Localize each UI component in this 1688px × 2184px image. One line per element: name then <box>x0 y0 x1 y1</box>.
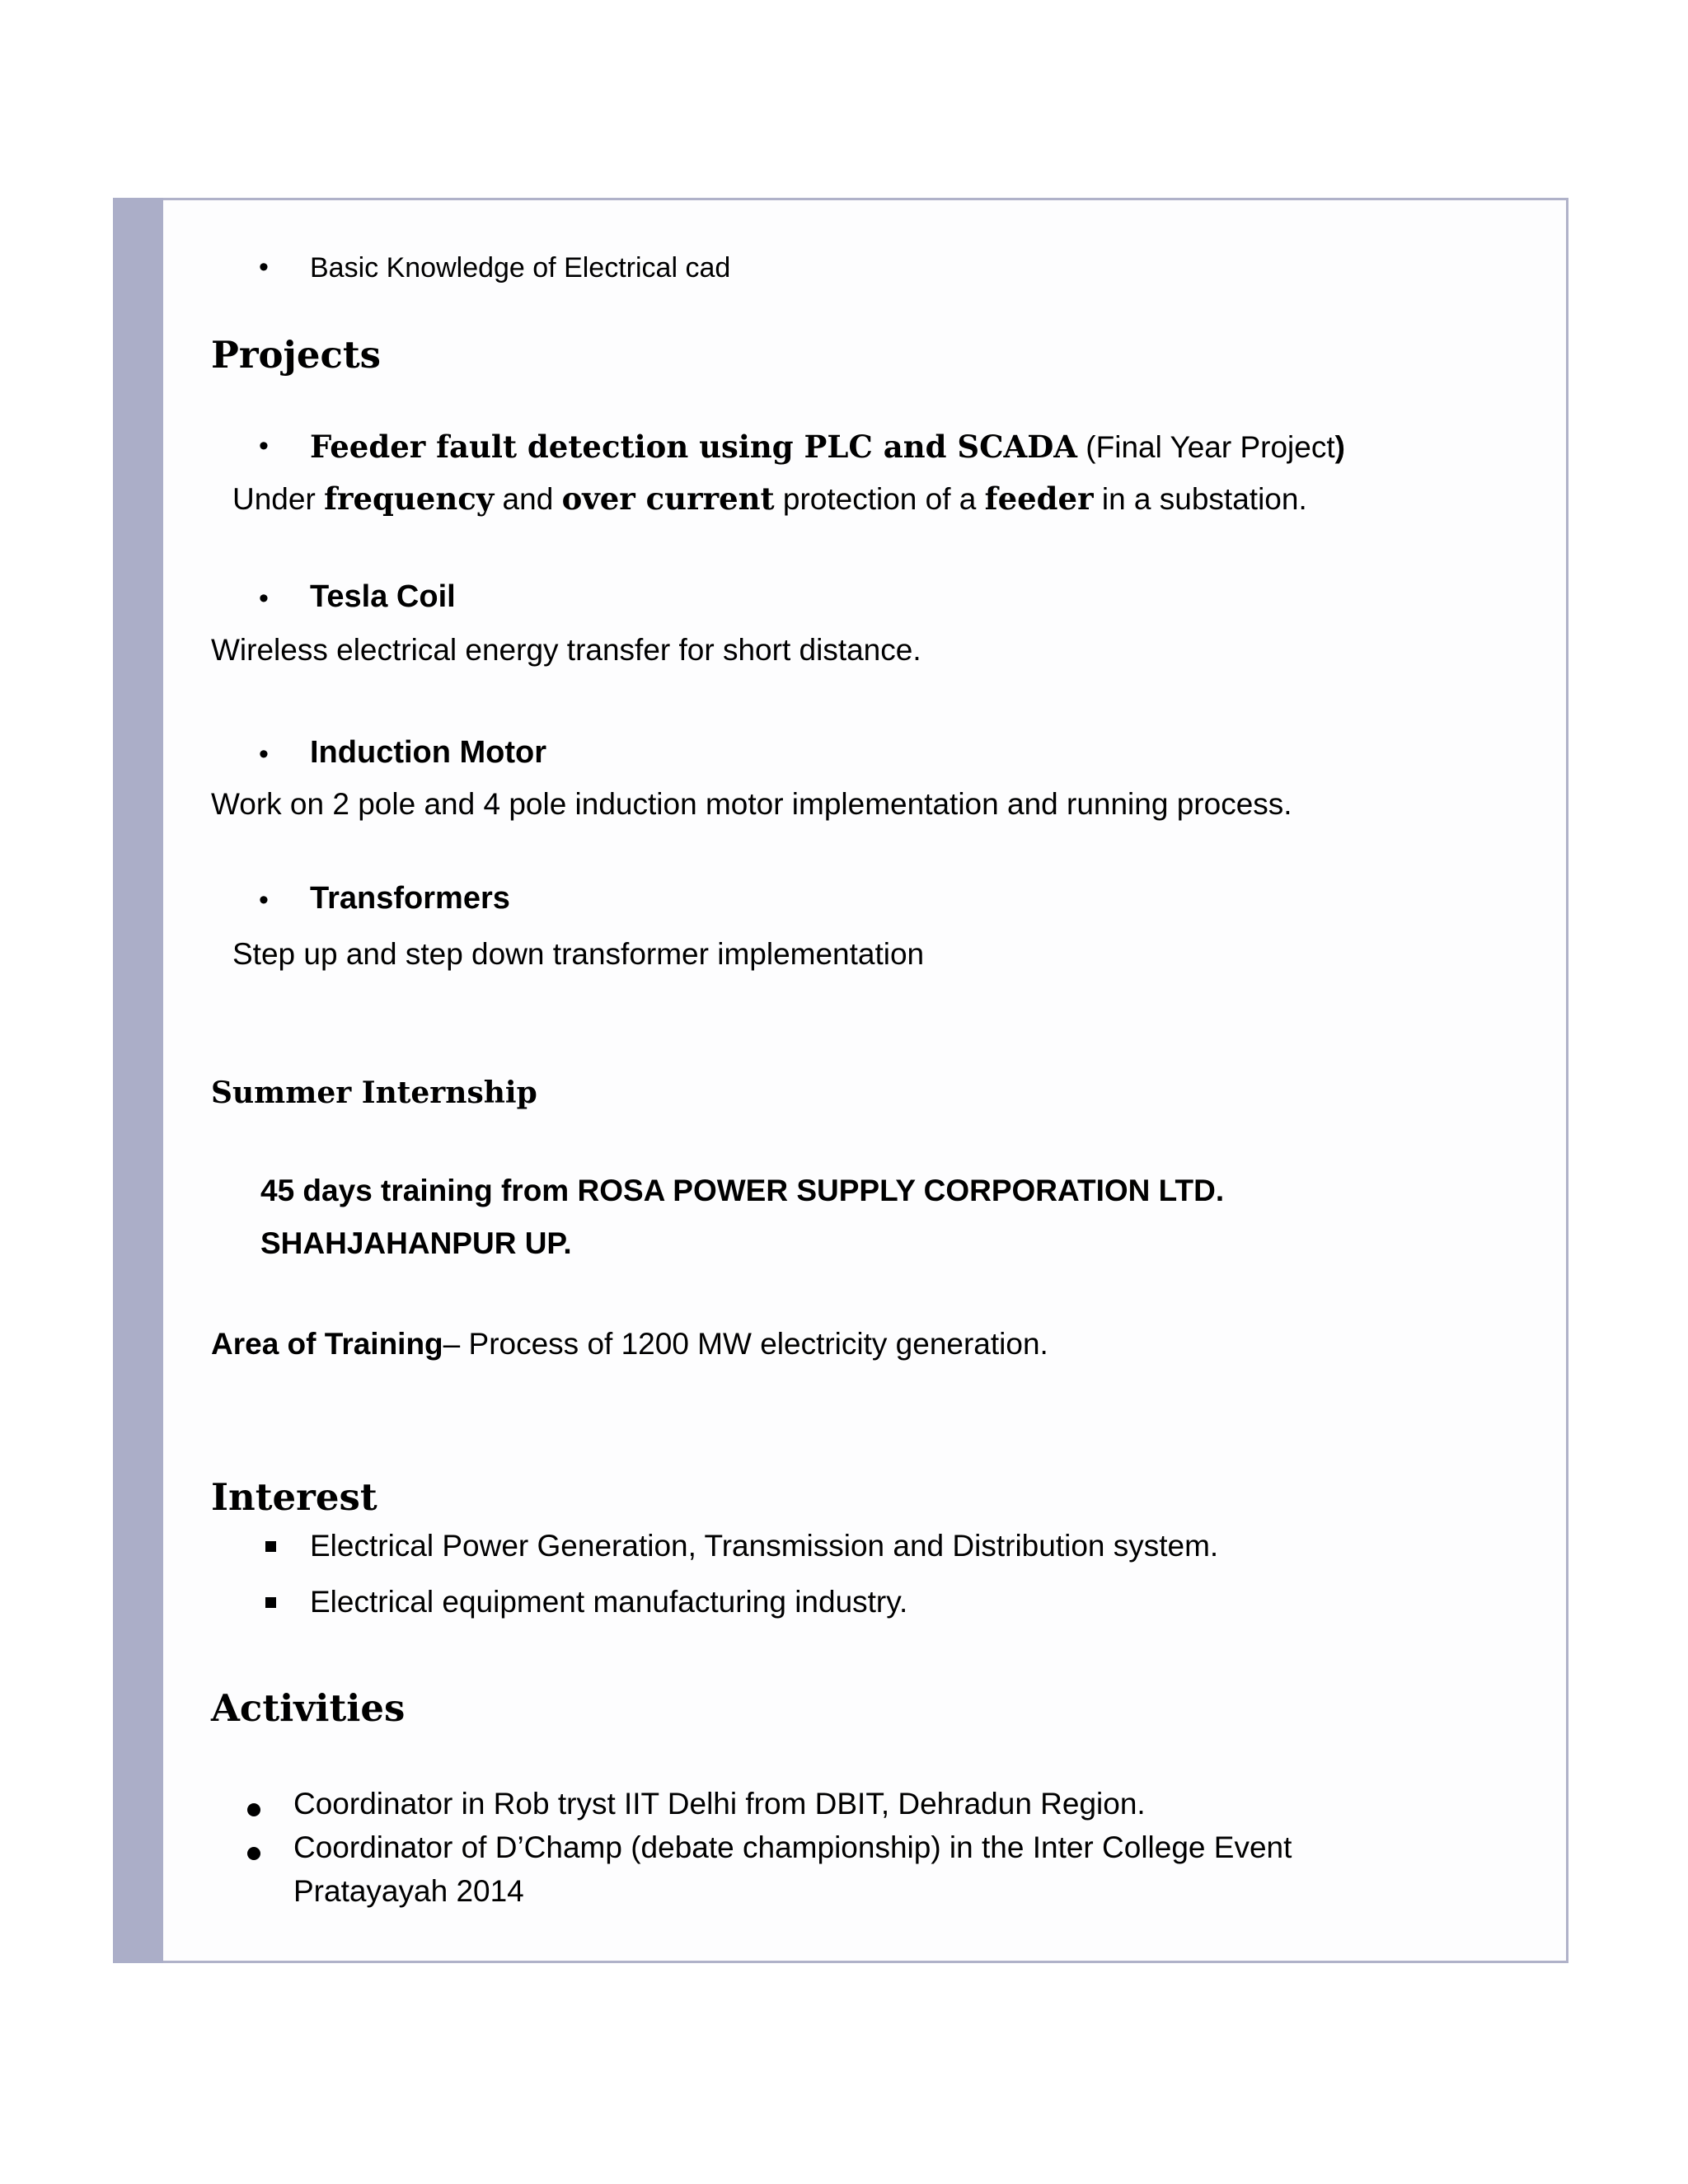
project-feeder-close: ) <box>1334 430 1345 464</box>
bullet-icon: • <box>259 738 269 770</box>
activity-item: Coordinator of D’Champ (debate championship) in the Inter College Event <box>293 1830 1292 1864</box>
bullet-icon: • <box>259 884 269 916</box>
interest-heading: Interest <box>211 1475 377 1519</box>
square-bullet-icon <box>265 1597 276 1608</box>
bullet-icon: • <box>259 430 269 462</box>
project-motor-description: Work on 2 pole and 4 pole induction motor implementation and running process. <box>211 787 1292 821</box>
skill-item: Basic Knowledge of Electrical cad <box>310 252 731 284</box>
decorative-side-bar <box>113 198 163 1963</box>
desc-text: and <box>494 482 562 516</box>
internship-heading: Summer Internship <box>211 1076 537 1110</box>
project-feeder-title: Feeder fault detection using PLC and SCADA <box>310 429 1078 465</box>
project-transformers-description: Step up and step down transformer implementation <box>232 937 925 971</box>
bullet-icon: • <box>259 251 269 283</box>
project-tesla-title: Tesla Coil <box>310 579 456 614</box>
desc-text: protection of a <box>774 482 985 516</box>
projects-heading: Projects <box>211 333 381 377</box>
project-feeder-title-line <box>310 429 1345 465</box>
bullet-dot-icon <box>247 1847 260 1860</box>
bullet-icon: • <box>259 583 269 614</box>
project-feeder-description <box>232 480 1307 517</box>
project-tesla-description: Wireless electrical energy transfer for short distance. <box>211 633 921 667</box>
project-motor-title: Induction Motor <box>310 735 547 770</box>
interest-item: Electrical equipment manufacturing industry. <box>310 1585 908 1619</box>
interest-item: Electrical Power Generation, Transmission and Distribution system. <box>310 1529 1219 1563</box>
activity-item-continuation: Pratayayah 2014 <box>293 1874 524 1908</box>
area-of-training-label: Area of Training <box>211 1327 443 1361</box>
activity-item: Coordinator in Rob tryst IIT Delhi from DBIT, Dehradun Region. <box>293 1787 1146 1821</box>
internship-line-1: 45 days training from ROSA POWER SUPPLY CORPORATION LTD. <box>260 1174 1225 1207</box>
project-feeder-suffix: (Final Year Project <box>1077 430 1335 464</box>
square-bullet-icon <box>265 1541 276 1552</box>
desc-text: Under <box>232 482 325 516</box>
desc-text: in a substation. <box>1093 482 1307 516</box>
bullet-dot-icon <box>247 1803 260 1816</box>
desc-frequency: frequency <box>324 480 495 517</box>
area-of-training <box>211 1327 1048 1361</box>
desc-over-current: over current <box>561 480 775 517</box>
internship-line-2: SHAHJAHANPUR UP. <box>260 1226 572 1260</box>
area-of-training-text: – Process of 1200 MW electricity generation. <box>443 1327 1048 1361</box>
desc-feeder: feeder <box>984 480 1094 517</box>
project-transformers-title: Transformers <box>310 881 510 916</box>
activities-heading: Activities <box>211 1686 406 1730</box>
